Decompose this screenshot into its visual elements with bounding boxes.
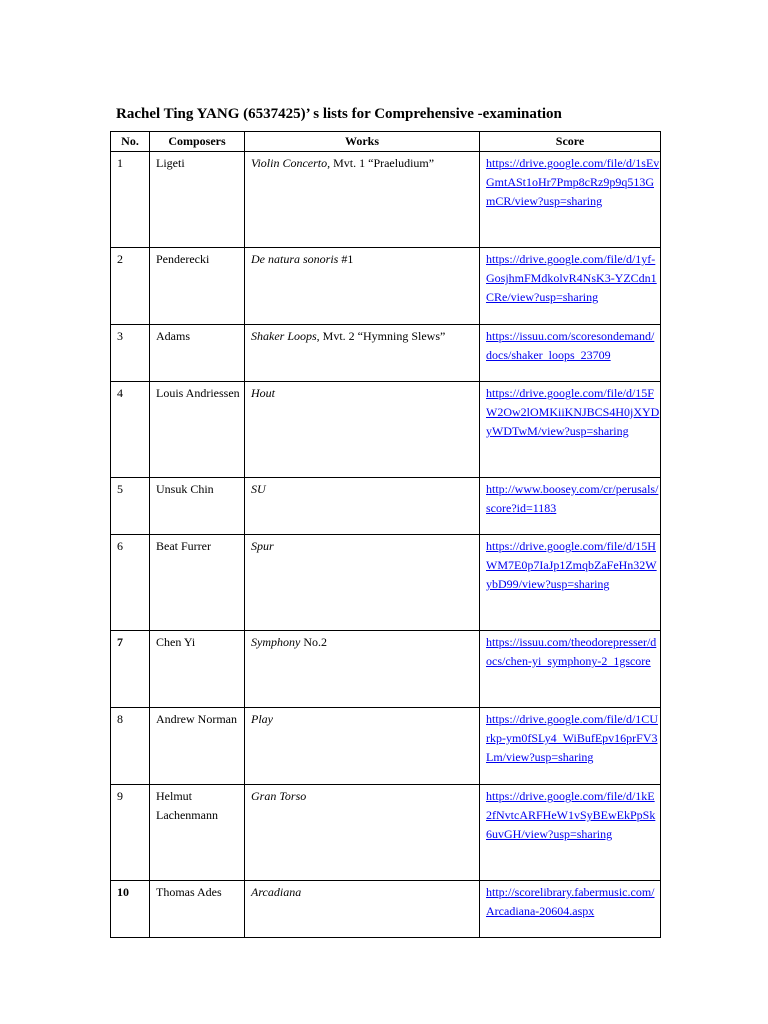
work-title: SU [251, 482, 266, 496]
row-number: 6 [111, 535, 150, 631]
score-cell [480, 382, 661, 478]
row-number: 9 [111, 785, 150, 881]
score-link[interactable]: https://issuu.com/scoresondemand/docs/shaker_loops_23709 [486, 329, 655, 362]
composer-cell: Beat Furrer [150, 535, 245, 631]
score-cell [480, 535, 661, 631]
row-number: 10 [111, 881, 150, 938]
score-link[interactable]: http://scorelibrary.fabermusic.com/Arcadiana-20604.aspx [486, 885, 655, 918]
score-link[interactable]: https://drive.google.com/file/d/1yf-GosjhmFMdkolvR4NsK3-YZCdn1CRe/view?usp=sharing [486, 252, 657, 304]
work-title: Arcadiana [251, 885, 302, 899]
table-header-row [111, 132, 661, 152]
score-link[interactable]: https://drive.google.com/file/d/15HWM7E0p7IaJp1ZmqbZaFeHn32WybD99/view?usp=sharing [486, 539, 657, 591]
work-detail: No.2 [300, 635, 327, 649]
work-title: Symphony [251, 635, 301, 649]
works-table [110, 131, 661, 938]
score-link[interactable]: https://drive.google.com/file/d/1sEvGmtASt1oHr7Pmp8cRz9p9q513GmCR/view?usp=sharing [486, 156, 660, 208]
composer-cell: Ligeti [150, 152, 245, 248]
work-cell [245, 535, 480, 631]
table-row [111, 881, 661, 938]
table-row [111, 382, 661, 478]
work-detail: #1 [338, 252, 354, 266]
work-title: Play [251, 712, 273, 726]
table-row [111, 535, 661, 631]
table-row [111, 325, 661, 382]
table-row [111, 152, 661, 248]
score-cell [480, 631, 661, 708]
work-title: Hout [251, 386, 275, 400]
score-link[interactable]: https://drive.google.com/file/d/1CUrkp-ym0fSLy4_WiBufEpv16prFV3Lm/view?usp=sharing [486, 712, 658, 764]
composer-cell: Penderecki [150, 248, 245, 325]
header-no: No. [111, 132, 150, 152]
header-composers: Composers [150, 132, 245, 152]
score-cell [480, 881, 661, 938]
score-cell [480, 785, 661, 881]
row-number: 2 [111, 248, 150, 325]
header-score: Score [480, 132, 661, 152]
work-cell [245, 248, 480, 325]
table-row [111, 708, 661, 785]
score-link[interactable]: https://issuu.com/theodorepresser/docs/chen-yi_symphony-2_1gscore [486, 635, 657, 668]
row-number: 1 [111, 152, 150, 248]
work-cell [245, 382, 480, 478]
composer-cell: Helmut Lachenmann [150, 785, 245, 881]
table-row [111, 478, 661, 535]
row-number: 8 [111, 708, 150, 785]
header-works: Works [245, 132, 480, 152]
score-link[interactable]: https://drive.google.com/file/d/15FW2Ow2lOMKiiKNJBCS4H0jXYDyWDTwM/view?usp=sharing [486, 386, 660, 438]
row-number: 3 [111, 325, 150, 382]
score-cell [480, 708, 661, 785]
table-row [111, 631, 661, 708]
work-detail: , Mvt. 2 “Hymning Slews” [316, 329, 446, 343]
work-detail: , Mvt. 1 “Praeludium” [327, 156, 435, 170]
table-row [111, 248, 661, 325]
composer-cell: Thomas Ades [150, 881, 245, 938]
work-cell [245, 325, 480, 382]
composer-cell: Louis Andriessen [150, 382, 245, 478]
score-link[interactable]: http://www.boosey.com/cr/perusals/score?id=1183 [486, 482, 659, 515]
work-title: Gran Torso [251, 789, 307, 803]
work-cell [245, 631, 480, 708]
work-cell [245, 881, 480, 938]
table-row [111, 785, 661, 881]
score-cell [480, 325, 661, 382]
work-cell [245, 478, 480, 535]
score-cell [480, 478, 661, 535]
row-number: 4 [111, 382, 150, 478]
work-title: Violin Concerto [251, 156, 328, 170]
row-number: 7 [111, 631, 150, 708]
row-number: 5 [111, 478, 150, 535]
page-title: Rachel Ting YANG (6537425)’ s lists for Comprehensive -examination [116, 106, 562, 122]
composer-cell: Chen Yi [150, 631, 245, 708]
composer-cell: Andrew Norman [150, 708, 245, 785]
score-cell [480, 248, 661, 325]
work-title: Shaker Loops [251, 329, 317, 343]
composer-cell: Adams [150, 325, 245, 382]
work-cell [245, 785, 480, 881]
score-link[interactable]: https://drive.google.com/file/d/1kE2fNvtcARFHeW1vSyBEwEkPpSk6uvGH/view?usp=sharing [486, 789, 656, 841]
work-title: Spur [251, 539, 274, 553]
composer-cell: Unsuk Chin [150, 478, 245, 535]
work-cell [245, 152, 480, 248]
work-cell [245, 708, 480, 785]
score-cell [480, 152, 661, 248]
work-title: De natura sonoris [251, 252, 339, 266]
